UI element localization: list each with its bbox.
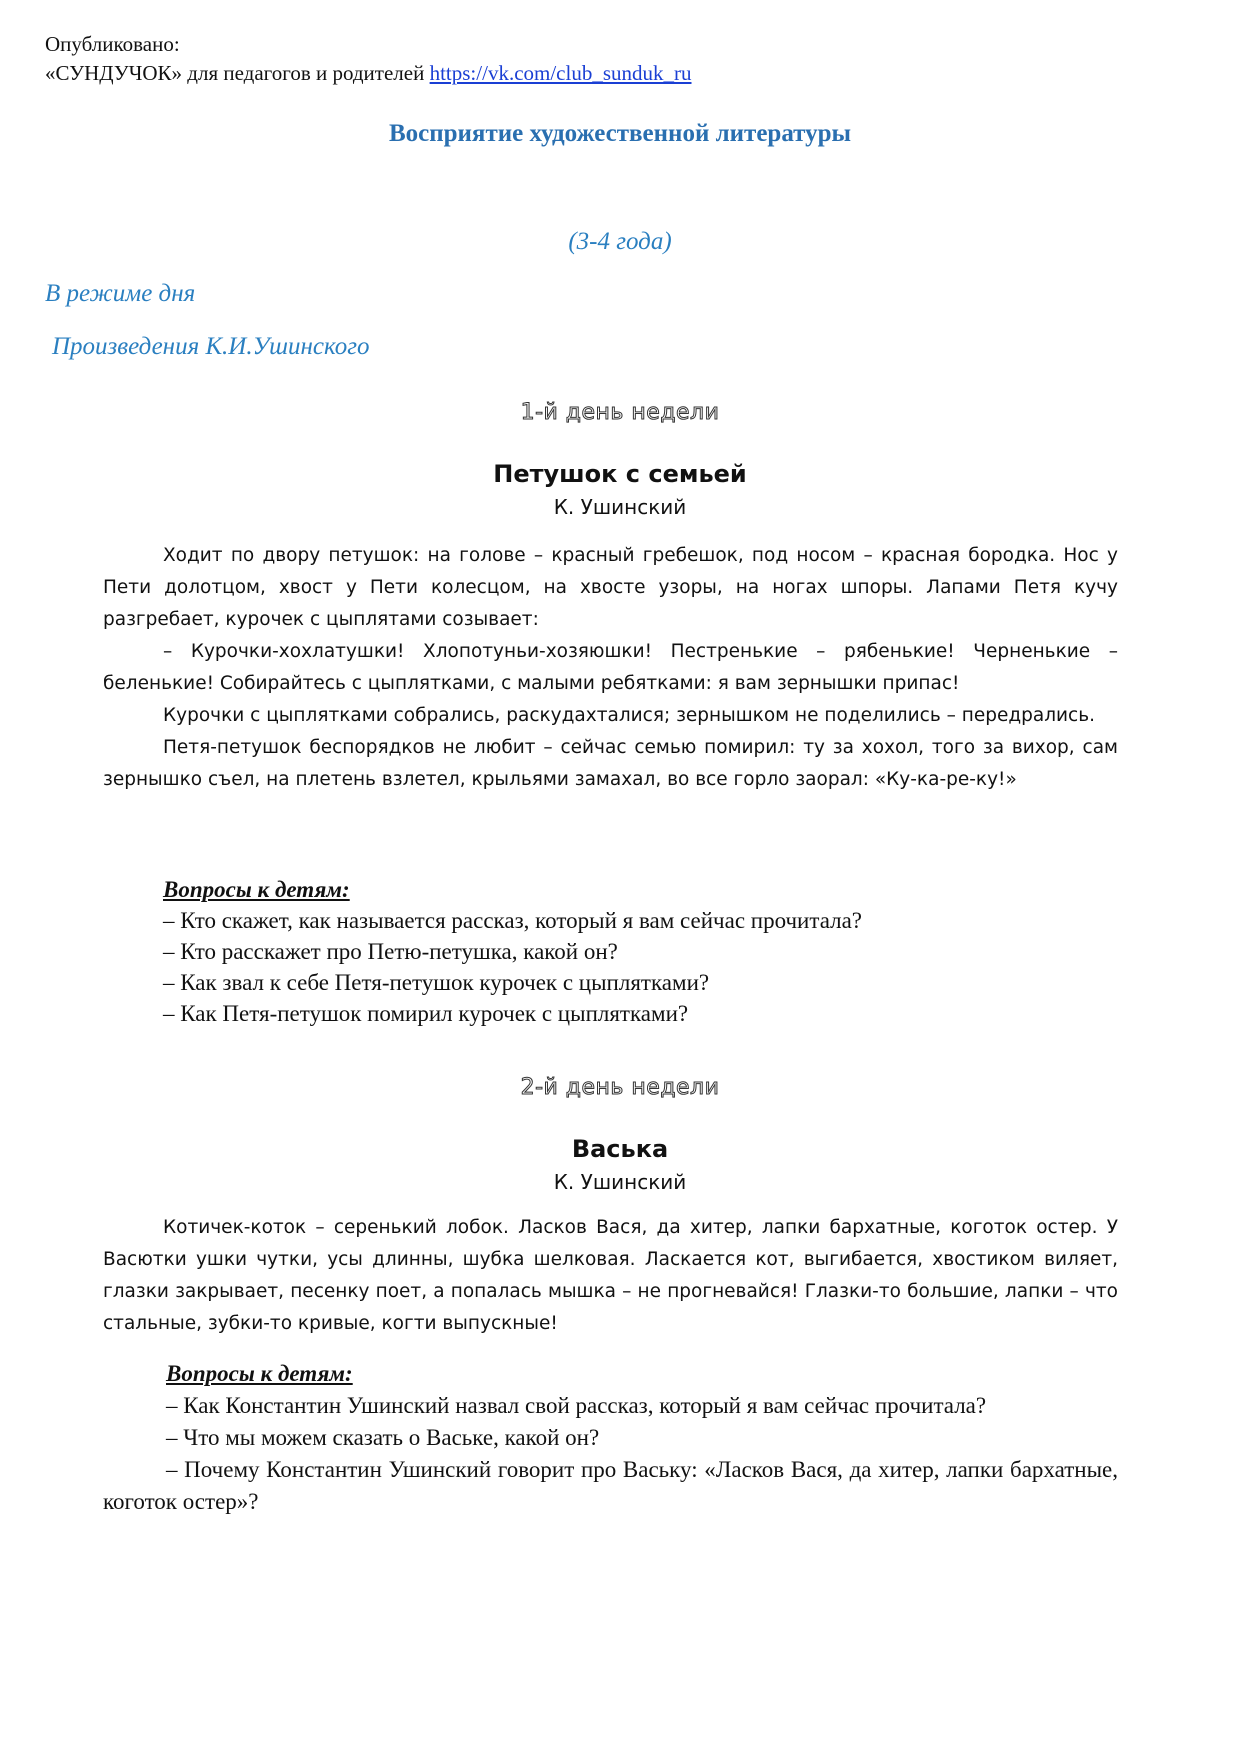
story-paragraph: – Курочки-хохлатушки! Хлопотуньи-хозяюшки! Пестренькие – рябенькие! Черненькие – беленькие! Собирайтесь с цыплятками, с малыми ребятками: я вам зернышки припас! [103,641,1118,694]
publisher-text: «СУНДУЧОК» для педагогов и родителей [45,61,430,85]
works-heading: Произведения К.И.Ушинского [52,333,370,360]
question-item: – Как звал к себе Петя-петушок курочек с цыплятками? [163,970,710,995]
day-2-label: 2-й день недели [520,1075,720,1100]
story-paragraph: Петя-петушок беспорядков не любит – сейчас семью помирил: ту за хохол, того за вихор, сам зернышко съел, на плетень взлетел, крыльями замахал, во все горло заорал: «Ку-ка-ре-ку!» [103,737,1118,790]
questions-heading: Вопросы к детям: [166,1361,353,1386]
question-item: – Как Петя-петушок помирил курочек с цыплятками? [163,1001,689,1026]
questions-block-2 [103,1358,1118,1518]
questions-heading: Вопросы к детям: [163,877,350,902]
day-1-label: 1-й день недели [520,400,720,425]
story-paragraph: Курочки с цыплятками собрались, раскудахталися; зернышком не поделились – передрались. [163,705,1096,726]
regime-heading: В режиме дня [45,280,196,307]
publisher-link[interactable]: https://vk.com/club_sunduk_ru [429,61,692,85]
publication-info [45,30,692,88]
question-item: – Кто скажет, как называется рассказ, который я вам сейчас прочитала? [163,908,863,933]
document-title: Восприятие художественной литературы [388,120,852,147]
question-item: – Почему Константин Ушинский говорит про Ваську: «Ласков Вася, да хитер, лапки бархатные, коготок остер»? [103,1457,1118,1514]
question-item: – Как Константин Ушинский назвал свой рассказ, который я вам сейчас прочитала? [166,1393,987,1418]
story-paragraph: Котичек-коток – серенький лобок. Ласков Вася, да хитер, лапки бархатные, коготок остер. У Васютки ушки чутки, усы длинны, шубка шелковая. Ласкается кот, выгибается, хвостиком виляет, глазки закрывает, песенку поет, а попалась мышка – не прогневайся! Глазки-то большие, лапки – что стальные, зубки-то кривые, когти выпускные! [103,1217,1118,1334]
question-item: – Кто расскажет про Петю-петушка, какой он? [163,939,618,964]
published-label: Опубликовано: [45,32,180,56]
story-title-1: Петушок с семьей [493,460,747,488]
story-text-1 [103,540,1118,796]
story-author-1: К. Ушинский [553,495,687,519]
story-title-2: Васька [571,1135,669,1163]
questions-block-1 [163,874,1118,1029]
age-range: (3-4 года) [568,228,672,255]
question-item: – Что мы можем сказать о Ваське, какой он? [166,1425,600,1450]
publisher-line [45,59,692,88]
story-text-2 [103,1212,1118,1340]
story-paragraph: Ходит по двору петушок: на голове – красный гребешок, под носом – красная бородка. Нос у Пети долотцом, хвост у Пети колесцом, на хвосте узоры, на ногах шпоры. Лапами Петя кучу разгребает, курочек с цыплятами созывает: [103,545,1118,630]
story-author-2: К. Ушинский [553,1170,687,1194]
